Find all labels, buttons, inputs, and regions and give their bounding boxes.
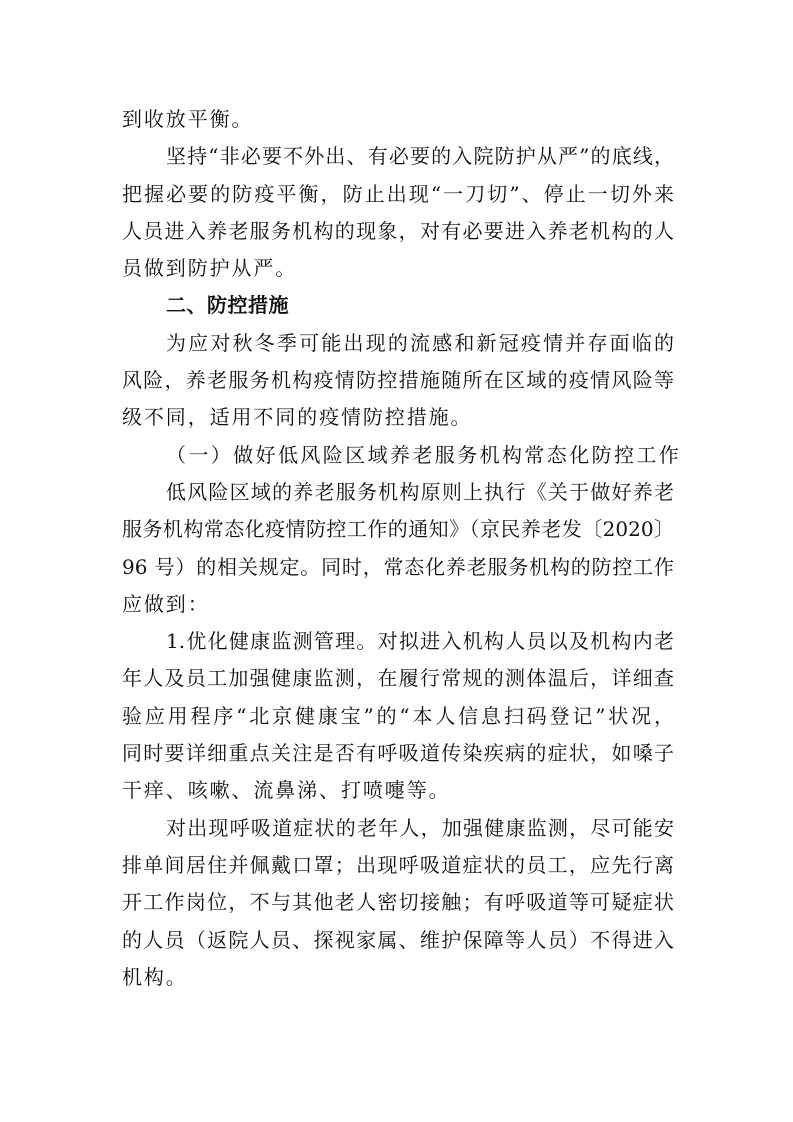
text-line: 年人及员工加强健康监测，在履行常规的测体温后，详细查 bbox=[122, 666, 674, 691]
text-line: 同时要详细重点关注是否有呼吸道传染疾病的症状，如嗓子 bbox=[122, 741, 674, 766]
text-line: 开工作岗位，不与其他老人密切接触；有呼吸道等可疑症状 bbox=[122, 890, 674, 915]
text-line: 对出现呼吸道症状的老年人，加强健康监测，尽可能安 bbox=[166, 815, 674, 840]
text-line: 人员进入养老服务机构的现象，对有必要进入养老机构的人 bbox=[122, 218, 674, 243]
section-heading: 二、防控措施 bbox=[166, 293, 289, 318]
paragraph-low-risk-rules bbox=[122, 474, 674, 623]
text-line: 机构。 bbox=[122, 964, 188, 989]
paragraph-respiratory-symptoms bbox=[122, 810, 674, 996]
text-line: 级不同，适用不同的疫情防控措施。 bbox=[122, 405, 473, 430]
paragraph-principle bbox=[122, 138, 674, 287]
text-line: 风险，养老服务机构疫情防控措施随所在区域的疫情风险等 bbox=[122, 368, 674, 393]
text-line: 验应用程序“北京健康宝”的“本人信息扫码登记”状况， bbox=[122, 703, 674, 728]
text-line: 坚持“非必要不外出、有必要的入院防护从严”的底线， bbox=[166, 144, 674, 169]
text-line: 应做到： bbox=[122, 591, 210, 616]
text-line: 把握必要的防疫平衡，防止出现“一刀切”、停止一切外来 bbox=[122, 181, 674, 206]
document-page bbox=[122, 101, 682, 996]
text-line: 排单间居住并佩戴口罩；出现呼吸道症状的员工，应先行离 bbox=[122, 852, 674, 877]
text-line: 员做到防护从严。 bbox=[122, 256, 298, 281]
paragraph-section-intro bbox=[122, 325, 674, 437]
subsection-heading: （一）做好低风险区域养老服务机构常态化防控工作 bbox=[166, 442, 682, 467]
text-line: 为应对秋冬季可能出现的流感和新冠疫情并存面临的 bbox=[166, 330, 674, 355]
text-line: 低风险区域的养老服务机构原则上执行《关于做好养老 bbox=[166, 479, 674, 504]
text-line: 到收放平衡。 bbox=[122, 107, 254, 131]
paragraph-continuation bbox=[122, 101, 674, 138]
text-line: 干痒、咳嗽、流鼻涕、打喷嚏等。 bbox=[122, 778, 451, 803]
paragraph-health-monitoring bbox=[122, 623, 674, 809]
text-line: 1.优化健康监测管理。对拟进入机构人员以及机构内老 bbox=[166, 629, 674, 654]
text-line: 的人员（返院人员、探视家属、维护保障等人员）不得进入 bbox=[122, 927, 674, 952]
text-line: 96 号）的相关规定。同时，常态化养老服务机构的防控工作 bbox=[122, 554, 674, 579]
text-line: 服务机构常态化疫情防控工作的通知》（京民养老发〔2020〕 bbox=[122, 517, 674, 542]
